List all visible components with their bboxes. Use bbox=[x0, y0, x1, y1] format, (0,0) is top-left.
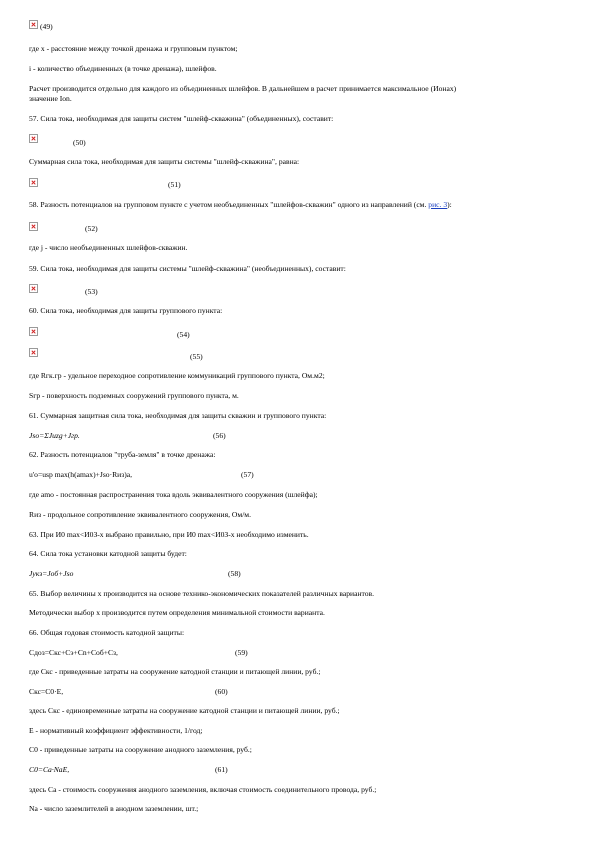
paragraph: Rиз - продольное сопротивление эквивалентного сооружения, Ом/м. bbox=[29, 510, 252, 519]
paragraph: где x - расстояние между точкой дренажа и групповым пунктом; bbox=[29, 44, 238, 53]
paragraph: Суммарная сила тока, необходимая для защиты системы "шлейф-скважина", равна: bbox=[29, 157, 300, 166]
paragraph: 63. При И0 mах<И0З-х выбрано правильно, при И0 mах<И0З-х необходимо изменить. bbox=[29, 530, 309, 539]
formula: Cкс=C0·E, bbox=[29, 687, 64, 696]
paragraph: где amo - постоянная распространения тока вдоль эквивалентного сооружения (шлейфа); bbox=[29, 490, 318, 499]
paragraph-text: 58. Разность потенциалов на групповом пункте с учетом необъединенных "шлейфов-скважин" одного из направлений (см. bbox=[29, 200, 429, 209]
paragraph: где Cкс - приведенные затраты на сооружение катодной станции и питающей линии, руб.; bbox=[29, 667, 321, 676]
paragraph: где j - число необъединенных шлейфов-скважин. bbox=[29, 243, 188, 252]
equation-number: (56) bbox=[213, 431, 226, 440]
broken-image-icon bbox=[29, 327, 38, 336]
figure-link[interactable]: рис. 3 bbox=[428, 200, 448, 209]
paragraph-text: ): bbox=[447, 200, 452, 209]
equation-number: (54) bbox=[177, 330, 190, 339]
paragraph: 60. Сила тока, необходимая для защиты группового пункта: bbox=[29, 306, 223, 315]
paragraph bbox=[29, 200, 452, 210]
broken-image-icon bbox=[29, 284, 38, 293]
paragraph: значение Ion. bbox=[29, 94, 72, 103]
paragraph: здесь Cкс - единовременные затраты на сооружение катодной станции и питающей линии, руб.; bbox=[29, 706, 340, 715]
formula: Jso=ΣJuzg+Jгр. bbox=[29, 431, 80, 440]
equation-number: (50) bbox=[73, 138, 86, 147]
equation-number: (53) bbox=[85, 287, 98, 296]
broken-image-icon bbox=[29, 178, 38, 187]
paragraph: Sгр - поверхность подземных сооружений группового пункта, м. bbox=[29, 391, 239, 400]
paragraph: 57. Сила тока, необходимая для защиты систем "шлейф-скважина" (объединенных), составит: bbox=[29, 114, 334, 123]
broken-image-icon bbox=[29, 20, 38, 29]
paragraph: 66. Общая годовая стоимость катодной защиты: bbox=[29, 628, 185, 637]
paragraph: 61. Суммарная защитная сила тока, необходимая для защиты скважин и группового пункта: bbox=[29, 411, 327, 420]
equation-number: (59) bbox=[235, 648, 248, 657]
broken-image-icon bbox=[29, 222, 38, 231]
formula: C0=Cа·NаЕ, bbox=[29, 765, 70, 774]
formula: Jукз=Jоб+Jso bbox=[29, 569, 74, 578]
paragraph: Расчет производится отдельно для каждого из объединенных шлейфов. В дальнейшем в расчет принимается максимальное (Ионах) bbox=[29, 84, 457, 93]
equation-number: (55) bbox=[190, 352, 203, 361]
equation-number: (52) bbox=[85, 224, 98, 233]
formula: Cдоз=Cкс+Cэ+Cn+Cоб+Cз, bbox=[29, 648, 118, 657]
paragraph: i - количество объединенных (в точке дренажа), шлейфов. bbox=[29, 64, 217, 73]
paragraph: C0 - приведенные затраты на сооружение анодного заземления, руб.; bbox=[29, 745, 252, 754]
paragraph: Методически выбор x производится путем определения минимальной стоимости варианта. bbox=[29, 608, 325, 617]
equation-number: (57) bbox=[241, 470, 254, 479]
broken-image-icon bbox=[29, 348, 38, 357]
paragraph: Nа - число заземлителей в анодном заземлении, шт.; bbox=[29, 804, 199, 813]
paragraph: 62. Разность потенциалов "труба-земля" в точке дренажа: bbox=[29, 450, 216, 459]
broken-image-icon bbox=[29, 134, 38, 143]
equation-number: (58) bbox=[228, 569, 241, 578]
paragraph: 65. Выбор величины x производится на основе технико-экономических показателей различных вариантов. bbox=[29, 589, 375, 598]
paragraph: здесь Cа - стоимость сооружения анодного заземления, включая стоимость соединительного провода, руб.; bbox=[29, 785, 377, 794]
paragraph: 64. Сила тока установки катодной защиты будет: bbox=[29, 549, 187, 558]
equation-number: (51) bbox=[168, 180, 181, 189]
paragraph: E - нормативный коэффициент эффективности, 1/год; bbox=[29, 726, 203, 735]
paragraph: 59. Сила тока, необходимая для защиты системы "шлейф-скважина" (необъединенных), составит: bbox=[29, 264, 346, 273]
equation-number: (49) bbox=[40, 22, 53, 31]
equation-number: (61) bbox=[215, 765, 228, 774]
formula: u'o=usp max(h(amax)+Jso·Rиз)a, bbox=[29, 470, 133, 479]
paragraph: где Rгк.гр - удельное переходное сопротивление коммуникаций группового пункта, Ом.м2; bbox=[29, 371, 325, 380]
equation-number: (60) bbox=[215, 687, 228, 696]
